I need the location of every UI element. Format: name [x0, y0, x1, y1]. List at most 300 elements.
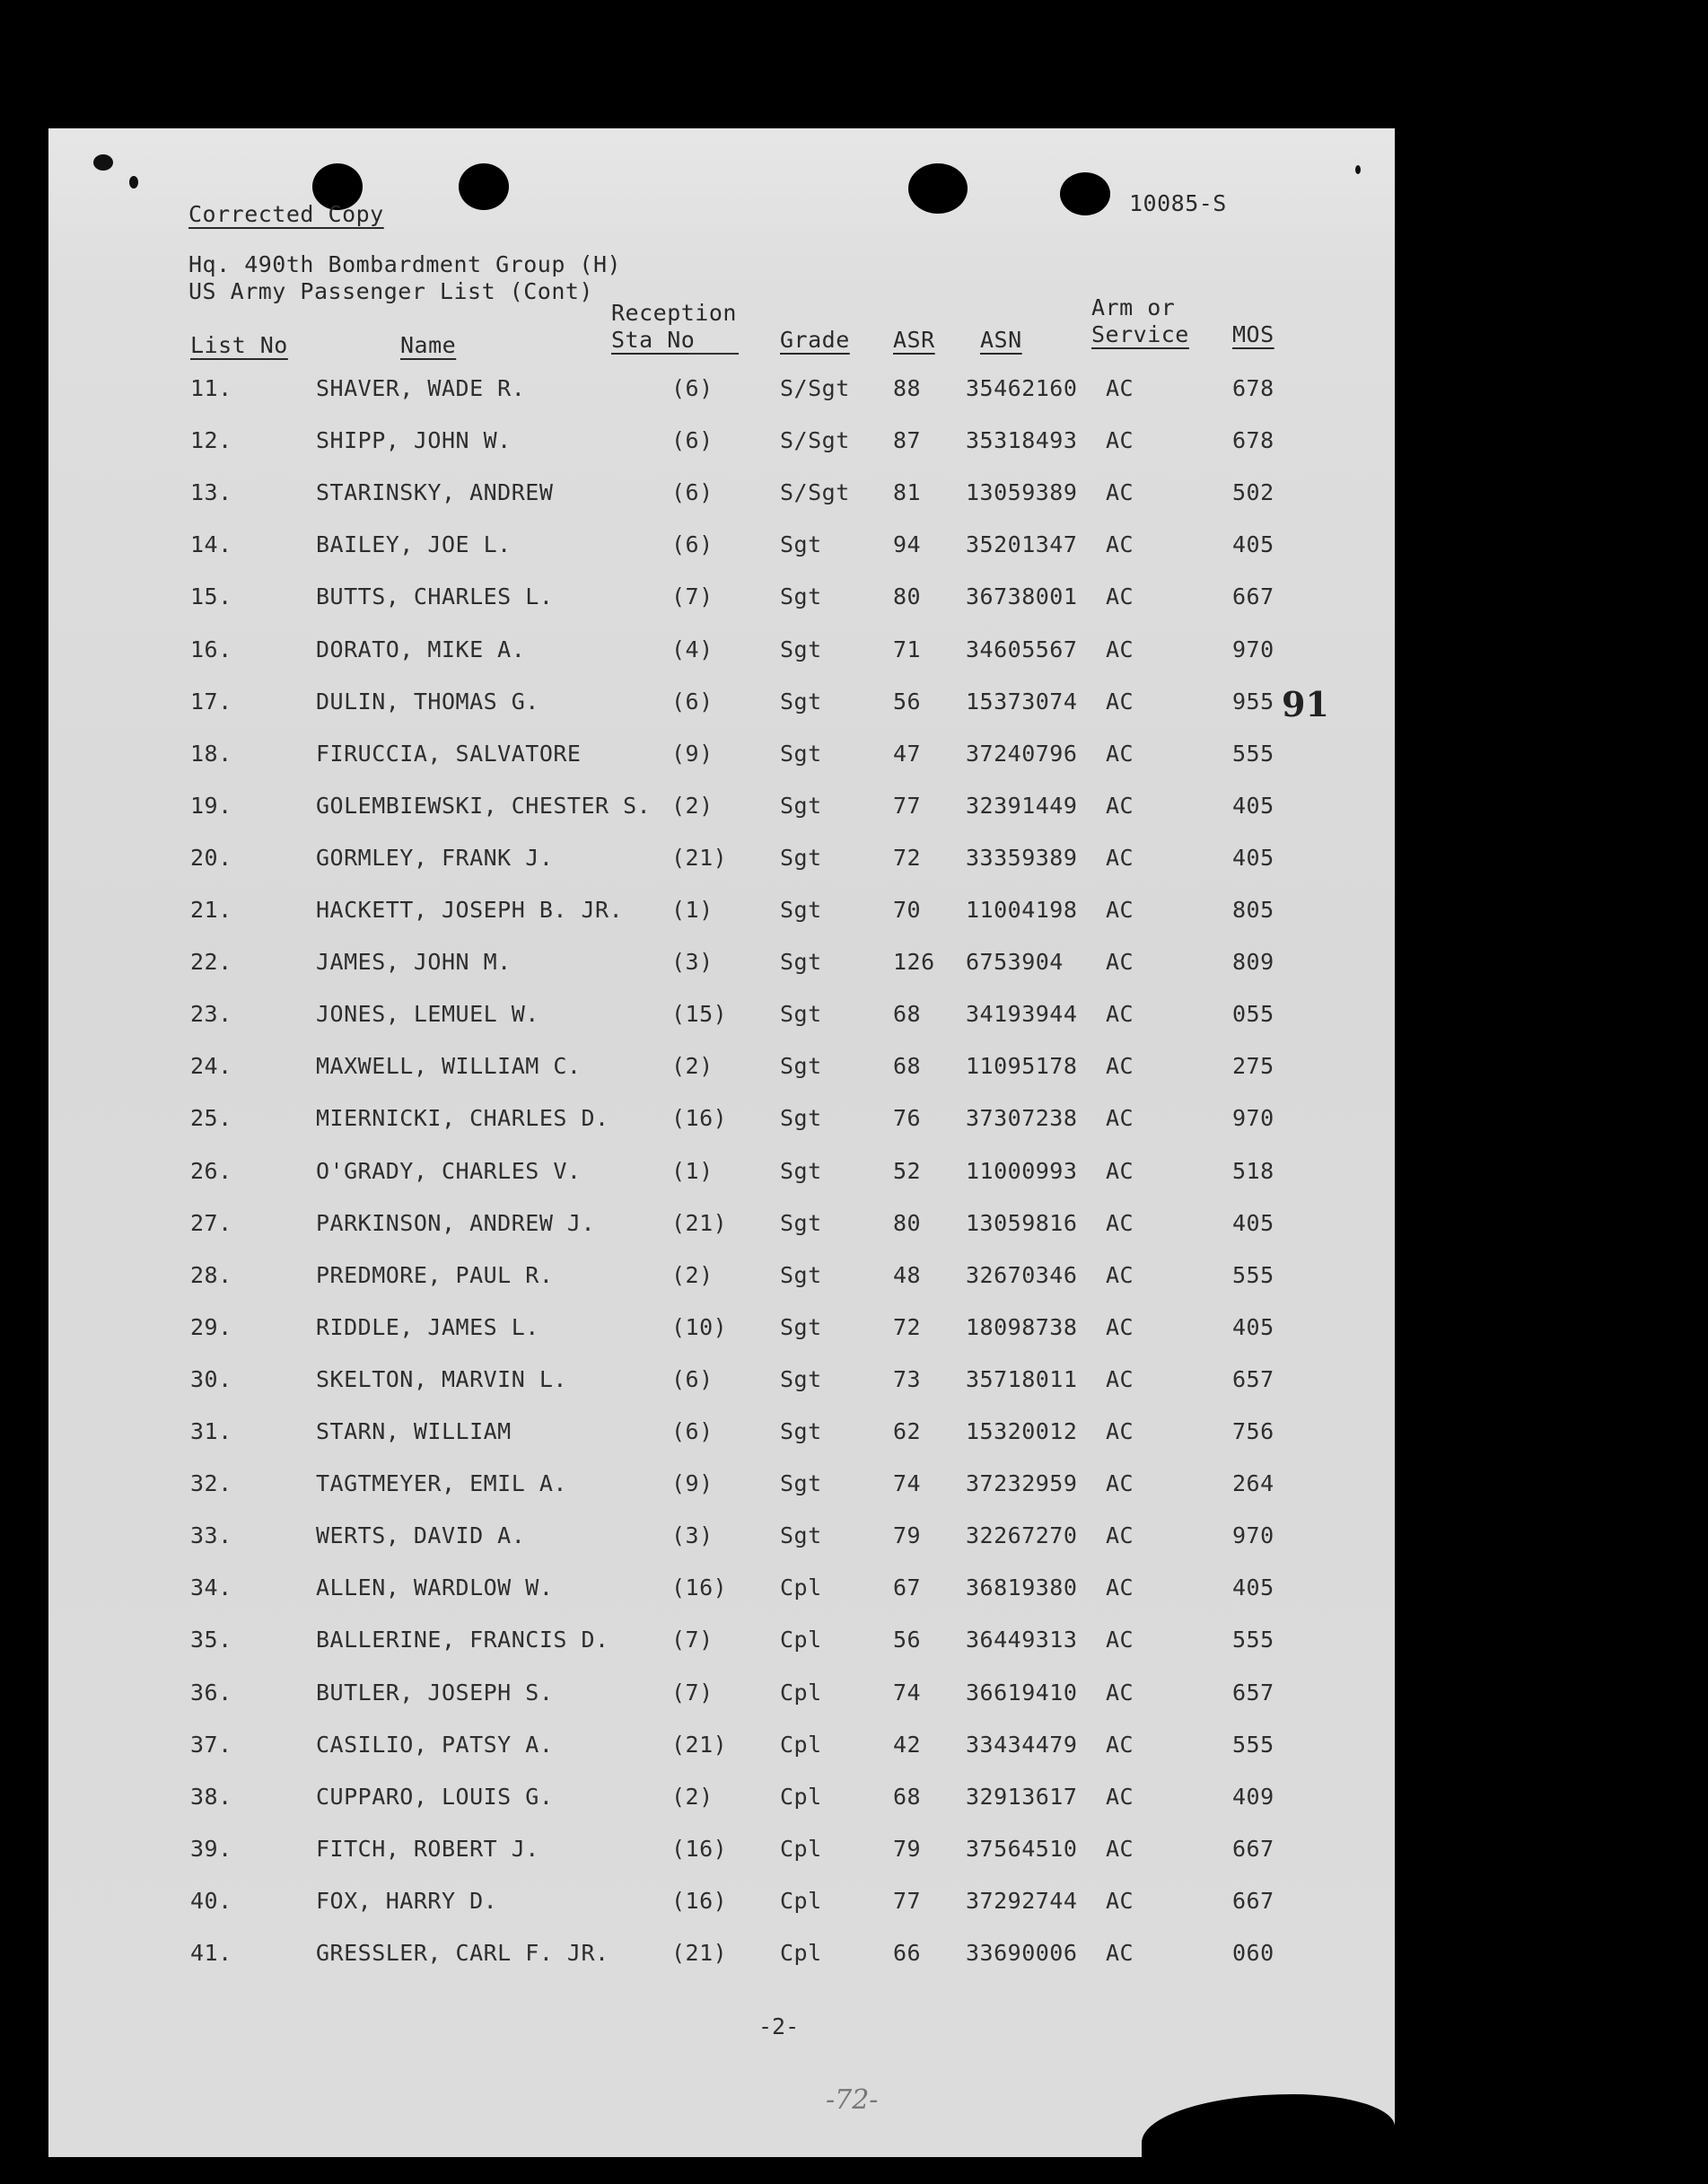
row-reception-sta: (6) [671, 427, 714, 453]
row-arm-service: AC [1106, 1366, 1134, 1392]
row-name: FITCH, ROBERT J. [316, 1836, 539, 1862]
row-arm-service: AC [1106, 1574, 1134, 1601]
row-list-no: 28. [190, 1262, 232, 1288]
row-list-no: 33. [190, 1522, 232, 1548]
row-name: STARN, WILLIAM [316, 1418, 512, 1444]
row-mos: 555 [1232, 741, 1274, 767]
row-name: STARINSKY, ANDREW [316, 479, 554, 505]
row-mos: 955 [1232, 689, 1274, 715]
row-asn: 37232959 [966, 1470, 1078, 1496]
row-arm-service: AC [1106, 375, 1134, 401]
row-reception-sta: (6) [671, 375, 714, 401]
row-asn: 18098738 [966, 1314, 1078, 1340]
row-mos: 809 [1232, 949, 1274, 975]
ink-speck [129, 176, 138, 189]
row-asr: 68 [893, 1784, 922, 1810]
row-mos: 805 [1232, 897, 1274, 923]
row-name: MIERNICKI, CHARLES D. [316, 1105, 609, 1131]
table-row [0, 897, 1708, 933]
row-list-no: 39. [190, 1836, 232, 1862]
col-header-grade: Grade [780, 327, 850, 353]
row-asn: 37564510 [966, 1836, 1078, 1862]
row-reception-sta: (6) [671, 1366, 714, 1392]
document-number: 10085-S [1129, 190, 1227, 216]
row-list-no: 26. [190, 1158, 232, 1184]
row-list-no: 35. [190, 1627, 232, 1653]
row-asr: 94 [893, 531, 922, 557]
row-grade: Sgt [780, 845, 822, 871]
row-grade: Sgt [780, 636, 822, 662]
row-list-no: 11. [190, 375, 232, 401]
col-header-list-no: List No [190, 332, 288, 358]
row-grade: Sgt [780, 897, 822, 923]
row-arm-service: AC [1106, 1105, 1134, 1131]
row-mos: 409 [1232, 1784, 1274, 1810]
row-reception-sta: (6) [671, 1418, 714, 1444]
row-name: BALLERINE, FRANCIS D. [316, 1627, 609, 1653]
row-asn: 37240796 [966, 741, 1078, 767]
row-reception-sta: (10) [671, 1314, 728, 1340]
row-arm-service: AC [1106, 583, 1134, 610]
row-asr: 68 [893, 1053, 922, 1079]
row-arm-service: AC [1106, 897, 1134, 923]
row-reception-sta: (16) [671, 1574, 728, 1601]
punch-hole [459, 163, 509, 210]
row-asn: 13059816 [966, 1210, 1078, 1236]
row-asr: 56 [893, 1627, 922, 1653]
row-arm-service: AC [1106, 1627, 1134, 1653]
row-grade: Sgt [780, 1262, 822, 1288]
row-list-no: 34. [190, 1574, 232, 1601]
row-asr: 42 [893, 1732, 922, 1758]
row-asn: 33690006 [966, 1940, 1078, 1966]
row-grade: Sgt [780, 689, 822, 715]
row-arm-service: AC [1106, 1470, 1134, 1496]
row-reception-sta: (7) [671, 583, 714, 610]
row-asn: 33434479 [966, 1732, 1078, 1758]
row-grade: Sgt [780, 531, 822, 557]
row-arm-service: AC [1106, 689, 1134, 715]
row-name: DORATO, MIKE A. [316, 636, 526, 662]
row-name: MAXWELL, WILLIAM C. [316, 1053, 582, 1079]
row-list-no: 36. [190, 1680, 232, 1706]
row-name: JAMES, JOHN M. [316, 949, 512, 975]
row-name: ALLEN, WARDLOW W. [316, 1574, 554, 1601]
row-asn: 32391449 [966, 793, 1078, 819]
table-row [0, 636, 1708, 672]
table-row [0, 1470, 1708, 1506]
col-header-arm-top: Arm or [1091, 294, 1176, 320]
row-mos: 555 [1232, 1627, 1274, 1653]
row-list-no: 20. [190, 845, 232, 871]
row-reception-sta: (21) [671, 1210, 728, 1236]
row-reception-sta: (15) [671, 1001, 728, 1027]
row-mos: 555 [1232, 1732, 1274, 1758]
table-row [0, 427, 1708, 463]
row-asn: 6753904 [966, 949, 1064, 975]
row-name: SHIPP, JOHN W. [316, 427, 512, 453]
table-row [0, 793, 1708, 829]
row-reception-sta: (3) [671, 1522, 714, 1548]
table-row [0, 1366, 1708, 1402]
row-list-no: 38. [190, 1784, 232, 1810]
row-mos: 405 [1232, 1210, 1274, 1236]
row-arm-service: AC [1106, 1940, 1134, 1966]
row-name: BUTLER, JOSEPH S. [316, 1680, 554, 1706]
row-reception-sta: (2) [671, 1784, 714, 1810]
table-row [0, 479, 1708, 515]
row-asn: 32267270 [966, 1522, 1078, 1548]
row-grade: Sgt [780, 1522, 822, 1548]
row-name: JONES, LEMUEL W. [316, 1001, 539, 1027]
row-asn: 35201347 [966, 531, 1078, 557]
row-reception-sta: (9) [671, 741, 714, 767]
row-list-no: 25. [190, 1105, 232, 1131]
row-arm-service: AC [1106, 1210, 1134, 1236]
table-row [0, 375, 1708, 411]
row-asn: 33359389 [966, 845, 1078, 871]
row-name: DULIN, THOMAS G. [316, 689, 539, 715]
row-asr: 66 [893, 1940, 922, 1966]
row-mos: 502 [1232, 479, 1274, 505]
row-asr: 70 [893, 897, 922, 923]
table-row [0, 1680, 1708, 1715]
row-list-no: 30. [190, 1366, 232, 1392]
row-asn: 32670346 [966, 1262, 1078, 1288]
page-stamp-number: 91 [1282, 684, 1329, 724]
table-row [0, 1836, 1708, 1872]
row-name: FIRUCCIA, SALVATORE [316, 741, 582, 767]
row-asr: 79 [893, 1836, 922, 1862]
row-arm-service: AC [1106, 1784, 1134, 1810]
row-arm-service: AC [1106, 1158, 1134, 1184]
row-mos: 405 [1232, 845, 1274, 871]
row-arm-service: AC [1106, 1314, 1134, 1340]
row-mos: 970 [1232, 636, 1274, 662]
table-row [0, 1732, 1708, 1767]
row-grade: S/Sgt [780, 375, 850, 401]
handwritten-folio: -72- [826, 2084, 879, 2116]
table-row [0, 1210, 1708, 1246]
row-name: BAILEY, JOE L. [316, 531, 512, 557]
row-arm-service: AC [1106, 636, 1134, 662]
row-asr: 62 [893, 1418, 922, 1444]
row-reception-sta: (1) [671, 1158, 714, 1184]
col-header-reception-rule [688, 327, 739, 355]
row-asr: 76 [893, 1105, 922, 1131]
row-asn: 11095178 [966, 1053, 1078, 1079]
table-row [0, 1314, 1708, 1350]
row-list-no: 29. [190, 1314, 232, 1340]
row-arm-service: AC [1106, 1836, 1134, 1862]
row-asn: 15320012 [966, 1418, 1078, 1444]
table-row [0, 531, 1708, 567]
row-reception-sta: (16) [671, 1105, 728, 1131]
row-reception-sta: (21) [671, 1732, 728, 1758]
row-reception-sta: (7) [671, 1680, 714, 1706]
row-mos: 657 [1232, 1680, 1274, 1706]
row-reception-sta: (21) [671, 1940, 728, 1966]
table-row [0, 1784, 1708, 1820]
table-row [0, 689, 1708, 724]
row-arm-service: AC [1106, 1001, 1134, 1027]
row-name: HACKETT, JOSEPH B. JR. [316, 897, 624, 923]
row-arm-service: AC [1106, 479, 1134, 505]
row-asr: 72 [893, 1314, 922, 1340]
row-mos: 667 [1232, 1888, 1274, 1914]
row-asn: 37307238 [966, 1105, 1078, 1131]
table-row [0, 1001, 1708, 1037]
row-reception-sta: (2) [671, 1262, 714, 1288]
row-list-no: 37. [190, 1732, 232, 1758]
row-reception-sta: (16) [671, 1888, 728, 1914]
row-mos: 667 [1232, 1836, 1274, 1862]
row-reception-sta: (6) [671, 531, 714, 557]
row-grade: Sgt [780, 793, 822, 819]
row-grade: Cpl [780, 1732, 822, 1758]
table-row [0, 1262, 1708, 1298]
page-number: -2- [758, 2013, 800, 2039]
row-arm-service: AC [1106, 1522, 1134, 1548]
row-grade: Sgt [780, 1001, 822, 1027]
row-asr: 80 [893, 583, 922, 610]
row-list-no: 12. [190, 427, 232, 453]
row-arm-service: AC [1106, 1418, 1134, 1444]
row-asr: 68 [893, 1001, 922, 1027]
row-grade: Sgt [780, 1314, 822, 1340]
row-arm-service: AC [1106, 1053, 1134, 1079]
row-list-no: 24. [190, 1053, 232, 1079]
row-asr: 56 [893, 689, 922, 715]
row-arm-service: AC [1106, 845, 1134, 871]
row-reception-sta: (3) [671, 949, 714, 975]
row-arm-service: AC [1106, 1888, 1134, 1914]
row-arm-service: AC [1106, 1262, 1134, 1288]
row-arm-service: AC [1106, 1680, 1134, 1706]
row-list-no: 21. [190, 897, 232, 923]
col-header-asn: ASN [980, 327, 1022, 353]
row-grade: Sgt [780, 949, 822, 975]
punch-hole [908, 163, 968, 214]
row-reception-sta: (6) [671, 479, 714, 505]
row-name: SKELTON, MARVIN L. [316, 1366, 567, 1392]
row-asr: 74 [893, 1680, 922, 1706]
row-mos: 055 [1232, 1001, 1274, 1027]
row-grade: Sgt [780, 1418, 822, 1444]
table-row [0, 741, 1708, 776]
row-reception-sta: (21) [671, 845, 728, 871]
row-asn: 36449313 [966, 1627, 1078, 1653]
row-asr: 79 [893, 1522, 922, 1548]
row-asn: 36619410 [966, 1680, 1078, 1706]
row-grade: Cpl [780, 1574, 822, 1601]
row-list-no: 19. [190, 793, 232, 819]
row-list-no: 31. [190, 1418, 232, 1444]
row-asr: 52 [893, 1158, 922, 1184]
row-grade: Cpl [780, 1627, 822, 1653]
row-arm-service: AC [1106, 793, 1134, 819]
row-mos: 667 [1232, 583, 1274, 610]
row-asn: 11004198 [966, 897, 1078, 923]
row-arm-service: AC [1106, 427, 1134, 453]
col-header-name: Name [400, 332, 457, 358]
row-grade: Sgt [780, 1105, 822, 1131]
row-name: BUTTS, CHARLES L. [316, 583, 554, 610]
row-list-no: 27. [190, 1210, 232, 1236]
row-list-no: 16. [190, 636, 232, 662]
row-mos: 405 [1232, 1574, 1274, 1601]
row-name: PREDMORE, PAUL R. [316, 1262, 554, 1288]
row-name: FOX, HARRY D. [316, 1888, 498, 1914]
row-grade: Cpl [780, 1888, 822, 1914]
row-mos: 518 [1232, 1158, 1274, 1184]
row-mos: 970 [1232, 1522, 1274, 1548]
row-reception-sta: (9) [671, 1470, 714, 1496]
row-asr: 80 [893, 1210, 922, 1236]
row-name: GOLEMBIEWSKI, CHESTER S. [316, 793, 652, 819]
row-asr: 67 [893, 1574, 922, 1601]
table-row [0, 1888, 1708, 1924]
row-asr: 72 [893, 845, 922, 871]
table-row [0, 1940, 1708, 1976]
row-mos: 678 [1232, 375, 1274, 401]
col-header-arm-bottom: Service [1091, 321, 1189, 347]
row-grade: Sgt [780, 583, 822, 610]
row-asn: 37292744 [966, 1888, 1078, 1914]
ink-speck [93, 154, 113, 171]
row-reception-sta: (4) [671, 636, 714, 662]
row-arm-service: AC [1106, 949, 1134, 975]
row-grade: Sgt [780, 1366, 822, 1392]
row-mos: 405 [1232, 531, 1274, 557]
table-row [0, 949, 1708, 985]
row-mos: 405 [1232, 793, 1274, 819]
row-asr: 126 [893, 949, 935, 975]
row-asr: 47 [893, 741, 922, 767]
row-name: GRESSLER, CARL F. JR. [316, 1940, 609, 1966]
row-reception-sta: (2) [671, 793, 714, 819]
punch-hole [1060, 172, 1110, 215]
row-grade: Cpl [780, 1836, 822, 1862]
row-arm-service: AC [1106, 1732, 1134, 1758]
row-name: RIDDLE, JAMES L. [316, 1314, 539, 1340]
col-header-mos: MOS [1232, 321, 1274, 347]
row-mos: 275 [1232, 1053, 1274, 1079]
row-mos: 970 [1232, 1105, 1274, 1131]
row-arm-service: AC [1106, 531, 1134, 557]
ink-speck [1355, 165, 1361, 174]
row-name: O'GRADY, CHARLES V. [316, 1158, 582, 1184]
table-row [0, 1522, 1708, 1558]
row-list-no: 22. [190, 949, 232, 975]
row-list-no: 17. [190, 689, 232, 715]
row-asr: 77 [893, 793, 922, 819]
row-asn: 13059389 [966, 479, 1078, 505]
table-row [0, 1574, 1708, 1610]
row-list-no: 40. [190, 1888, 232, 1914]
table-row [0, 1627, 1708, 1662]
row-name: TAGTMEYER, EMIL A. [316, 1470, 567, 1496]
row-asn: 11000993 [966, 1158, 1078, 1184]
table-row [0, 583, 1708, 619]
row-asn: 36738001 [966, 583, 1078, 610]
list-title: US Army Passenger List (Cont) [188, 278, 593, 304]
row-list-no: 23. [190, 1001, 232, 1027]
row-reception-sta: (1) [671, 897, 714, 923]
row-arm-service: AC [1106, 741, 1134, 767]
row-grade: Cpl [780, 1940, 822, 1966]
row-asr: 81 [893, 479, 922, 505]
col-header-reception-bottom: Sta No [611, 327, 696, 353]
row-grade: Sgt [780, 741, 822, 767]
row-mos: 657 [1232, 1366, 1274, 1392]
row-grade: Sgt [780, 1053, 822, 1079]
row-asr: 88 [893, 375, 922, 401]
row-name: CUPPARO, LOUIS G. [316, 1784, 554, 1810]
row-asr: 87 [893, 427, 922, 453]
row-asr: 74 [893, 1470, 922, 1496]
row-asn: 35718011 [966, 1366, 1078, 1392]
row-asn: 35318493 [966, 427, 1078, 453]
row-grade: S/Sgt [780, 479, 850, 505]
row-mos: 060 [1232, 1940, 1274, 1966]
row-grade: Sgt [780, 1158, 822, 1184]
row-asn: 35462160 [966, 375, 1078, 401]
row-asn: 36819380 [966, 1574, 1078, 1601]
row-reception-sta: (16) [671, 1836, 728, 1862]
col-header-reception-top: Reception [611, 300, 737, 326]
row-asn: 34193944 [966, 1001, 1078, 1027]
row-grade: Cpl [780, 1680, 822, 1706]
row-grade: Sgt [780, 1210, 822, 1236]
row-name: PARKINSON, ANDREW J. [316, 1210, 596, 1236]
row-asr: 77 [893, 1888, 922, 1914]
row-grade: Sgt [780, 1470, 822, 1496]
row-name: GORMLEY, FRANK J. [316, 845, 554, 871]
row-grade: Cpl [780, 1784, 822, 1810]
row-mos: 756 [1232, 1418, 1274, 1444]
row-asr: 71 [893, 636, 922, 662]
row-list-no: 14. [190, 531, 232, 557]
row-list-no: 41. [190, 1940, 232, 1966]
table-row [0, 1158, 1708, 1194]
row-name: CASILIO, PATSY A. [316, 1732, 554, 1758]
corrected-copy-label: Corrected Copy [188, 201, 384, 227]
row-mos: 678 [1232, 427, 1274, 453]
row-asr: 73 [893, 1366, 922, 1392]
row-name: SHAVER, WADE R. [316, 375, 526, 401]
row-asn: 34605567 [966, 636, 1078, 662]
row-asr: 48 [893, 1262, 922, 1288]
row-list-no: 18. [190, 741, 232, 767]
row-mos: 264 [1232, 1470, 1274, 1496]
row-name: WERTS, DAVID A. [316, 1522, 526, 1548]
row-list-no: 15. [190, 583, 232, 610]
unit-heading: Hq. 490th Bombardment Group (H) [188, 251, 622, 277]
table-row [0, 1053, 1708, 1089]
row-reception-sta: (2) [671, 1053, 714, 1079]
col-header-asr: ASR [893, 327, 935, 353]
row-reception-sta: (7) [671, 1627, 714, 1653]
table-row [0, 845, 1708, 881]
row-list-no: 13. [190, 479, 232, 505]
table-row [0, 1418, 1708, 1454]
row-asn: 15373074 [966, 689, 1078, 715]
row-grade: S/Sgt [780, 427, 850, 453]
row-asn: 32913617 [966, 1784, 1078, 1810]
row-reception-sta: (6) [671, 689, 714, 715]
row-list-no: 32. [190, 1470, 232, 1496]
